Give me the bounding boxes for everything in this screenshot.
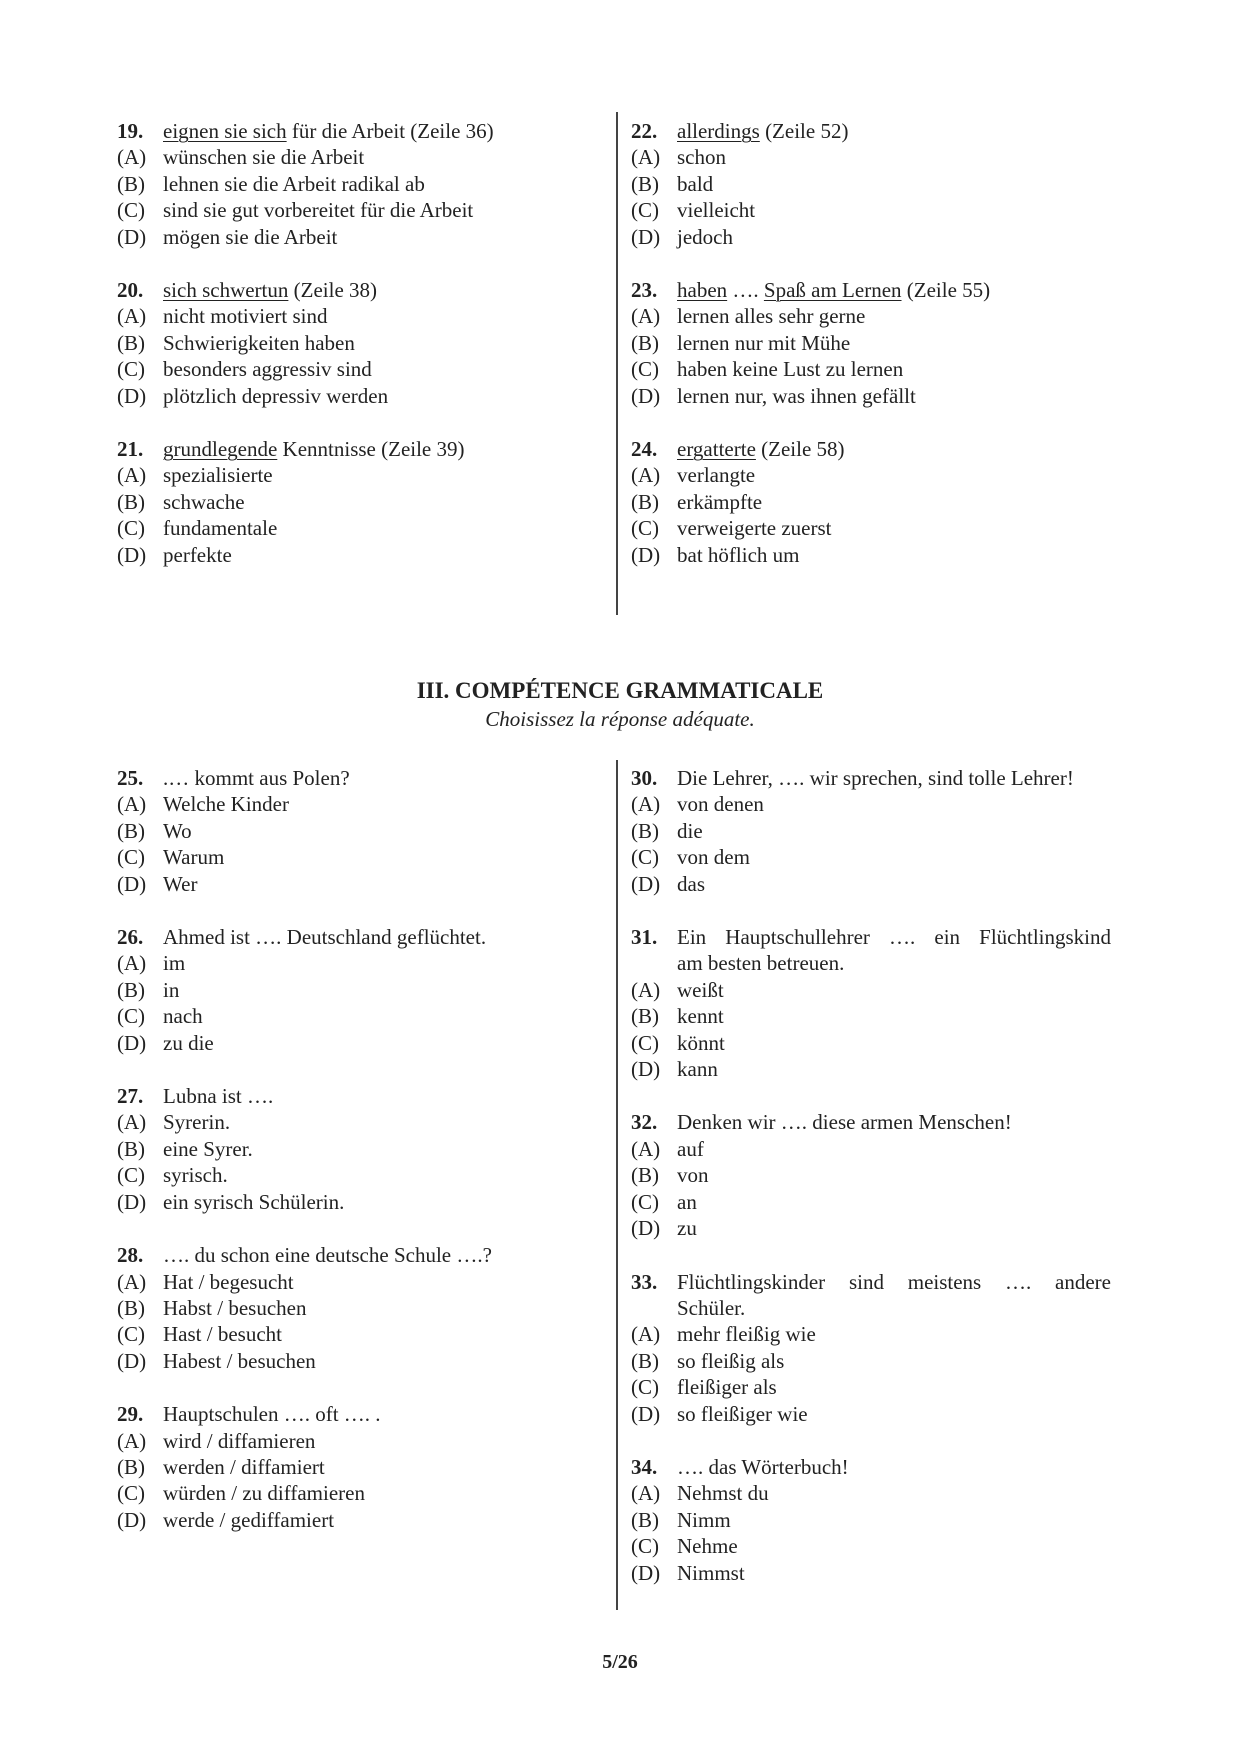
question-stem (117, 1083, 597, 1109)
option-d[interactable]: (D) Habest / besuchen (117, 1348, 316, 1373)
question-stem (117, 436, 597, 462)
stem-text-continued: Schüler. (677, 1295, 746, 1320)
stem-text: (Zeile 38) (288, 278, 378, 303)
option-c[interactable]: (C) Hast / besucht (117, 1322, 282, 1347)
option-a[interactable]: (A) Hat / begesucht (117, 1269, 294, 1294)
option-a[interactable]: (A) schon (631, 145, 726, 170)
option-d[interactable]: (D) plötzlich depressiv werden (117, 383, 389, 408)
option-d[interactable]: (D) zu (631, 1216, 697, 1241)
option-a[interactable]: (A) verlangte (631, 463, 756, 488)
option-a[interactable]: (A) nicht motiviert sind (117, 304, 328, 329)
option-a[interactable]: (A) wird / diffamieren (117, 1428, 316, 1453)
option-a[interactable]: (A) von denen (631, 792, 764, 817)
option-d[interactable]: (D) kann (631, 1057, 718, 1082)
question-stem (631, 765, 1111, 791)
option-d[interactable]: (D) Nimmst (631, 1560, 745, 1585)
option-c[interactable]: (C) verweigerte zuerst (631, 516, 832, 541)
option-c[interactable]: (C) Warum (117, 845, 225, 870)
question-21 (117, 436, 597, 568)
question-number: 28. (117, 1243, 144, 1268)
option-a[interactable]: (A) Welche Kinder (117, 792, 289, 817)
option-c[interactable]: (C) sind sie gut vorbereitet für die Arbeit (117, 198, 474, 223)
option-b[interactable]: (B) eine Syrer. (117, 1136, 253, 1161)
option-b[interactable]: (B) erkämpfte (631, 489, 763, 514)
option-a[interactable]: (A) Syrerin. (117, 1110, 231, 1135)
question-stem (117, 1242, 597, 1268)
option-b[interactable]: (B) bald (631, 171, 714, 196)
question-32 (631, 1109, 1111, 1241)
stem-text: (Zeile 55) (901, 278, 991, 303)
question-stem (631, 118, 1111, 144)
option-a[interactable]: (A) mehr fleißig wie (631, 1322, 816, 1347)
option-d[interactable]: (D) zu die (117, 1030, 214, 1055)
question-number: 20. (117, 278, 144, 303)
option-b[interactable]: (B) Wo (117, 818, 192, 843)
option-d[interactable]: (D) Wer (117, 871, 198, 896)
option-b[interactable]: (B) von (631, 1163, 709, 1188)
option-d[interactable]: (D) ein syrisch Schülerin. (117, 1189, 345, 1214)
bottom-right-column (631, 765, 1111, 1613)
stem-text: …. das Wörterbuch! (677, 1454, 849, 1479)
underlined-phrase: ergatterte (677, 437, 756, 462)
option-a[interactable]: (A) spezialisierte (117, 463, 273, 488)
section-title: III. COMPÉTENCE GRAMMATICALE (416, 678, 824, 703)
question-stem (631, 1269, 1111, 1322)
question-19 (117, 118, 597, 250)
stem-text: Ahmed ist …. Deutschland geflüchtet. (163, 925, 487, 950)
section-subtitle: Choisissez la réponse adéquate. (485, 707, 755, 731)
option-c[interactable]: (C) fundamentale (117, 516, 278, 541)
underlined-phrase: eignen sie sich (163, 119, 287, 143)
question-number: 21. (117, 437, 144, 462)
stem-text: …. du schon eine deutsche Schule ….? (163, 1243, 492, 1268)
stem-text: Hauptschulen …. oft …. . (163, 1402, 381, 1427)
option-b[interactable]: (B) kennt (631, 1004, 724, 1029)
question-26 (117, 924, 597, 1056)
stem-text-continued: am besten betreuen. (677, 951, 845, 976)
question-31 (631, 924, 1111, 1082)
stem-text: Flüchtlingskinder sind meistens …. andere (677, 1269, 1111, 1294)
stem-text: (Zeile 58) (755, 437, 845, 462)
question-24 (631, 436, 1111, 568)
top-left-column (117, 118, 597, 595)
stem-text: Die Lehrer, …. wir sprechen, sind tolle Lehrer! (677, 766, 1074, 790)
option-a[interactable]: (A) Nehmst du (631, 1481, 769, 1506)
question-25 (117, 765, 597, 897)
option-c[interactable]: (C) Nehme (631, 1534, 738, 1559)
option-b[interactable]: (B) schwache (117, 489, 245, 514)
question-number: 22. (631, 119, 658, 143)
option-d[interactable]: (D) so fleißiger wie (631, 1401, 808, 1426)
option-c[interactable]: (C) an (631, 1189, 697, 1214)
option-c[interactable]: (C) nach (117, 1004, 203, 1029)
question-stem (117, 118, 597, 144)
question-stem (631, 277, 1111, 303)
option-d[interactable]: (D) das (631, 871, 705, 896)
option-b[interactable]: (B) Schwierigkeiten haben (117, 330, 355, 355)
option-c[interactable]: (C) würden / zu diffamieren (117, 1481, 365, 1506)
question-number: 29. (117, 1402, 144, 1427)
question-stem (631, 436, 1111, 462)
top-right-column (631, 118, 1111, 595)
option-d[interactable]: (D) bat höflich um (631, 542, 800, 567)
option-b[interactable]: (B) so fleißig als (631, 1348, 785, 1373)
question-number: 24. (631, 437, 658, 462)
column-divider (616, 112, 618, 615)
underlined-phrase: grundlegende (163, 437, 278, 462)
question-number: 23. (631, 278, 658, 303)
underlined-phrase: Spaß am Lernen (763, 278, 902, 303)
question-30 (631, 765, 1111, 897)
option-d[interactable]: (D) jedoch (631, 224, 733, 249)
option-b[interactable]: (B) werden / diffamiert (117, 1454, 325, 1479)
option-a[interactable]: (A) wünschen sie die Arbeit (117, 145, 365, 170)
question-number: 34. (631, 1454, 658, 1479)
question-34 (631, 1454, 1111, 1586)
stem-text: (Zeile 52) (759, 119, 849, 143)
question-number: 33. (631, 1269, 658, 1294)
question-22 (631, 118, 1111, 250)
underlined-phrase: allerdings (677, 119, 760, 143)
page-number: 5/26 (602, 1651, 638, 1673)
option-d[interactable]: (D) lernen nur, was ihnen gefällt (631, 383, 916, 408)
underlined-phrase: haben (677, 278, 728, 303)
option-d[interactable]: (D) perfekte (117, 542, 232, 567)
option-b[interactable]: (B) in (117, 977, 180, 1002)
option-c[interactable]: (C) haben keine Lust zu lernen (631, 357, 904, 382)
stem-text: Kenntnisse (Zeile 39) (277, 437, 465, 462)
question-20 (117, 277, 597, 409)
option-a[interactable]: (A) lernen alles sehr gerne (631, 304, 866, 329)
stem-text: .… kommt aus Polen? (163, 766, 350, 790)
question-number: 26. (117, 925, 144, 950)
option-d[interactable]: (D) mögen sie die Arbeit (117, 224, 338, 249)
question-stem (631, 1109, 1111, 1135)
underlined-phrase: sich schwertun (163, 278, 289, 303)
question-stem (117, 765, 597, 791)
question-number: 31. (631, 925, 658, 950)
question-29 (117, 1401, 597, 1533)
question-number: 27. (117, 1084, 144, 1109)
question-stem (631, 1454, 1111, 1480)
option-b[interactable]: (B) Nimm (631, 1507, 731, 1532)
question-number: 30. (631, 766, 658, 790)
question-27 (117, 1083, 597, 1215)
option-b[interactable]: (B) lehnen sie die Arbeit radikal ab (117, 171, 425, 196)
column-divider (616, 760, 618, 1610)
option-b[interactable]: (B) die (631, 818, 703, 843)
option-c[interactable]: (C) besonders aggressiv sind (117, 357, 372, 382)
bottom-left-column (117, 765, 597, 1560)
question-stem (631, 924, 1111, 977)
option-c[interactable]: (C) vielleicht (631, 198, 756, 223)
question-stem (117, 924, 597, 950)
option-b[interactable]: (B) lernen nur mit Mühe (631, 330, 851, 355)
option-c[interactable]: (C) könnt (631, 1030, 725, 1055)
option-c[interactable]: (C) syrisch. (117, 1163, 228, 1188)
option-b[interactable]: (B) Habst / besuchen (117, 1295, 307, 1320)
stem-text: Ein Hauptschullehrer …. ein Flüchtlingskind (677, 925, 1111, 950)
stem-text: Lubna ist …. (163, 1084, 274, 1109)
question-stem (117, 1401, 597, 1427)
option-d[interactable]: (D) werde / gediffamiert (117, 1507, 335, 1532)
question-number: 19. (117, 119, 144, 143)
question-stem (117, 277, 597, 303)
stem-text: für die Arbeit (Zeile 36) (286, 119, 494, 143)
question-number: 25. (117, 766, 144, 790)
option-c[interactable]: (C) von dem (631, 845, 750, 870)
question-23 (631, 277, 1111, 409)
option-c[interactable]: (C) fleißiger als (631, 1375, 777, 1400)
question-33 (631, 1269, 1111, 1427)
option-a[interactable]: (A) im (117, 951, 186, 976)
stem-text: …. (727, 278, 764, 303)
stem-text: Denken wir …. diese armen Menschen! (677, 1110, 1012, 1135)
question-28 (117, 1242, 597, 1374)
question-number: 32. (631, 1110, 658, 1135)
option-a[interactable]: (A) weißt (631, 977, 724, 1002)
option-a[interactable]: (A) auf (631, 1136, 704, 1161)
